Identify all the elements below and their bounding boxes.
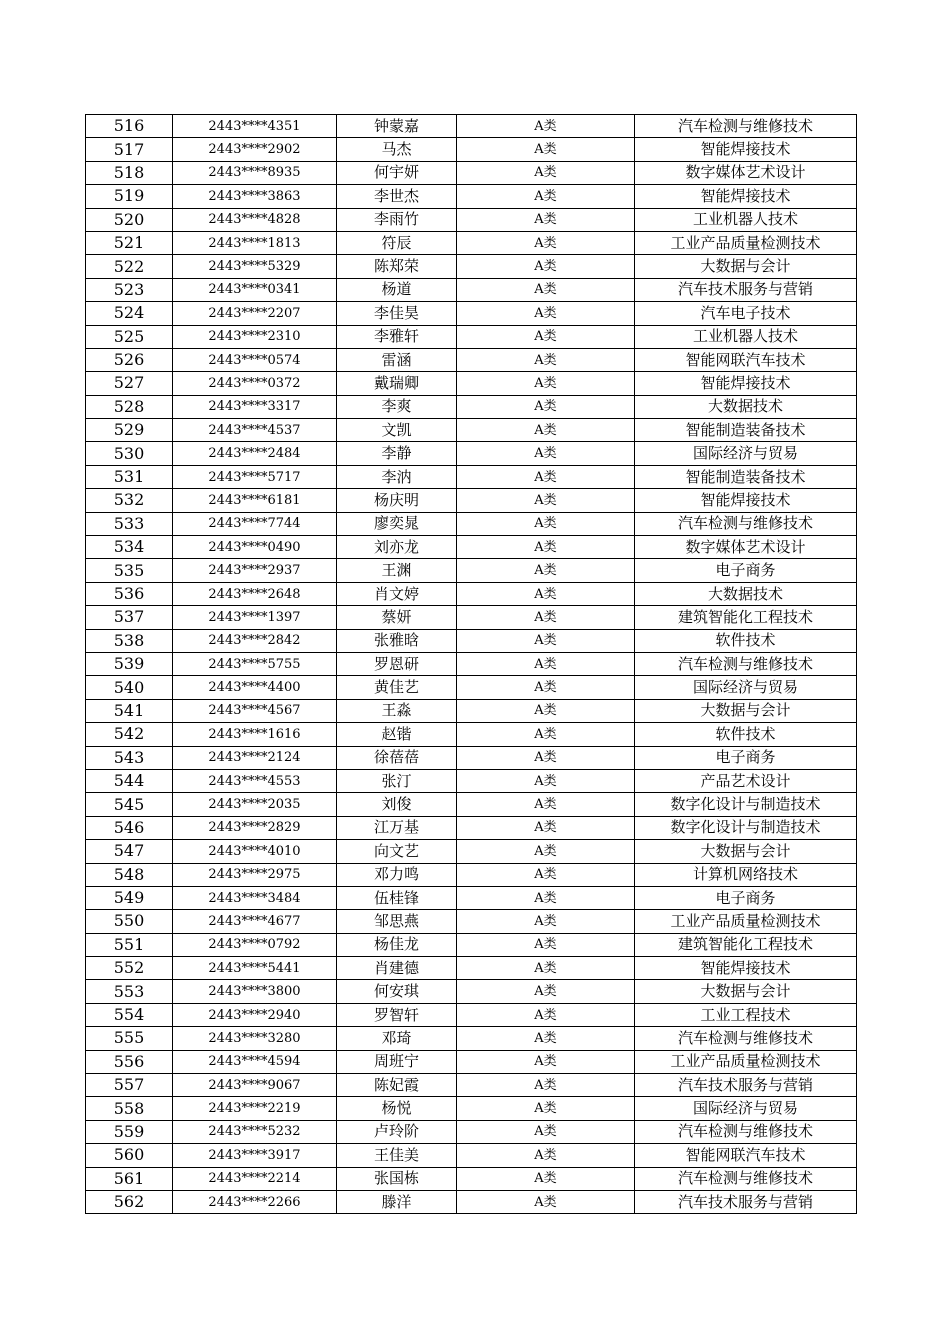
major-cell: 汽车电子技术 bbox=[635, 302, 857, 325]
row-number-cell: 535 bbox=[86, 559, 173, 582]
category-cell: A类 bbox=[457, 957, 635, 980]
category-cell: A类 bbox=[457, 652, 635, 675]
major-cell: 智能焊接技术 bbox=[635, 489, 857, 512]
row-number-cell: 520 bbox=[86, 208, 173, 231]
category-cell: A类 bbox=[457, 325, 635, 348]
student-name-cell: 肖建德 bbox=[337, 957, 457, 980]
candidate-id-cell: 2443****0574 bbox=[173, 348, 337, 371]
category-cell: A类 bbox=[457, 980, 635, 1003]
admission-list-table bbox=[85, 114, 857, 1214]
table-row bbox=[86, 208, 857, 231]
row-number-cell: 543 bbox=[86, 746, 173, 769]
category-cell: A类 bbox=[457, 1097, 635, 1120]
candidate-id-cell: 2443****9067 bbox=[173, 1074, 337, 1097]
major-cell: 大数据技术 bbox=[635, 582, 857, 605]
category-cell: A类 bbox=[457, 395, 635, 418]
major-cell: 汽车技术服务与营销 bbox=[635, 278, 857, 301]
student-name-cell: 杨道 bbox=[337, 278, 457, 301]
major-cell: 大数据与会计 bbox=[635, 840, 857, 863]
row-number-cell: 523 bbox=[86, 278, 173, 301]
major-cell: 汽车检测与维修技术 bbox=[635, 1027, 857, 1050]
student-name-cell: 周班宁 bbox=[337, 1050, 457, 1073]
category-cell: A类 bbox=[457, 489, 635, 512]
category-cell: A类 bbox=[457, 910, 635, 933]
major-cell: 大数据与会计 bbox=[635, 980, 857, 1003]
table-row bbox=[86, 512, 857, 535]
candidate-id-cell: 2443****1616 bbox=[173, 723, 337, 746]
row-number-cell: 527 bbox=[86, 372, 173, 395]
table-row bbox=[86, 980, 857, 1003]
candidate-id-cell: 2443****1813 bbox=[173, 231, 337, 254]
candidate-id-cell: 2443****2484 bbox=[173, 442, 337, 465]
candidate-id-cell: 2443****2937 bbox=[173, 559, 337, 582]
row-number-cell: 546 bbox=[86, 816, 173, 839]
student-name-cell: 张国栋 bbox=[337, 1167, 457, 1190]
row-number-cell: 550 bbox=[86, 910, 173, 933]
student-name-cell: 江万基 bbox=[337, 816, 457, 839]
row-number-cell: 561 bbox=[86, 1167, 173, 1190]
category-cell: A类 bbox=[457, 676, 635, 699]
student-name-cell: 陈妃霞 bbox=[337, 1074, 457, 1097]
category-cell: A类 bbox=[457, 606, 635, 629]
major-cell: 智能网联汽车技术 bbox=[635, 348, 857, 371]
table-row bbox=[86, 840, 857, 863]
candidate-id-cell: 2443****2214 bbox=[173, 1167, 337, 1190]
student-name-cell: 何安琪 bbox=[337, 980, 457, 1003]
table-row bbox=[86, 325, 857, 348]
row-number-cell: 555 bbox=[86, 1027, 173, 1050]
table-row bbox=[86, 886, 857, 909]
student-name-cell: 徐蓓蓓 bbox=[337, 746, 457, 769]
student-name-cell: 李佳昊 bbox=[337, 302, 457, 325]
candidate-id-cell: 2443****4010 bbox=[173, 840, 337, 863]
category-cell: A类 bbox=[457, 886, 635, 909]
major-cell: 汽车检测与维修技术 bbox=[635, 115, 857, 138]
major-cell: 国际经济与贸易 bbox=[635, 676, 857, 699]
category-cell: A类 bbox=[457, 1167, 635, 1190]
category-cell: A类 bbox=[457, 863, 635, 886]
table-row bbox=[86, 699, 857, 722]
table-row bbox=[86, 442, 857, 465]
major-cell: 国际经济与贸易 bbox=[635, 442, 857, 465]
category-cell: A类 bbox=[457, 769, 635, 792]
major-cell: 电子商务 bbox=[635, 886, 857, 909]
row-number-cell: 542 bbox=[86, 723, 173, 746]
major-cell: 计算机网络技术 bbox=[635, 863, 857, 886]
student-name-cell: 杨庆明 bbox=[337, 489, 457, 512]
student-name-cell: 文凯 bbox=[337, 419, 457, 442]
student-name-cell: 廖奕晁 bbox=[337, 512, 457, 535]
table-row bbox=[86, 746, 857, 769]
table-row bbox=[86, 489, 857, 512]
candidate-id-cell: 2443****4351 bbox=[173, 115, 337, 138]
table-row bbox=[86, 138, 857, 161]
table-row bbox=[86, 769, 857, 792]
row-number-cell: 521 bbox=[86, 231, 173, 254]
major-cell: 工业机器人技术 bbox=[635, 208, 857, 231]
candidate-id-cell: 2443****0372 bbox=[173, 372, 337, 395]
row-number-cell: 519 bbox=[86, 185, 173, 208]
table-row bbox=[86, 1074, 857, 1097]
candidate-id-cell: 2443****2829 bbox=[173, 816, 337, 839]
student-name-cell: 杨悦 bbox=[337, 1097, 457, 1120]
row-number-cell: 528 bbox=[86, 395, 173, 418]
table-row bbox=[86, 1120, 857, 1143]
candidate-id-cell: 2443****8935 bbox=[173, 161, 337, 184]
student-name-cell: 卢玲阶 bbox=[337, 1120, 457, 1143]
table-row bbox=[86, 1144, 857, 1167]
student-name-cell: 刘亦龙 bbox=[337, 536, 457, 559]
table-row bbox=[86, 1097, 857, 1120]
row-number-cell: 559 bbox=[86, 1120, 173, 1143]
table-body bbox=[86, 115, 857, 1214]
major-cell: 数字媒体艺术设计 bbox=[635, 161, 857, 184]
major-cell: 智能制造装备技术 bbox=[635, 465, 857, 488]
table-row bbox=[86, 419, 857, 442]
table-row bbox=[86, 793, 857, 816]
table-row bbox=[86, 816, 857, 839]
category-cell: A类 bbox=[457, 1074, 635, 1097]
candidate-id-cell: 2443****3317 bbox=[173, 395, 337, 418]
student-name-cell: 张汀 bbox=[337, 769, 457, 792]
candidate-id-cell: 2443****5755 bbox=[173, 652, 337, 675]
category-cell: A类 bbox=[457, 278, 635, 301]
major-cell: 数字化设计与制造技术 bbox=[635, 793, 857, 816]
major-cell: 工业产品质量检测技术 bbox=[635, 910, 857, 933]
table-row bbox=[86, 957, 857, 980]
row-number-cell: 557 bbox=[86, 1074, 173, 1097]
row-number-cell: 531 bbox=[86, 465, 173, 488]
student-name-cell: 李雨竹 bbox=[337, 208, 457, 231]
student-name-cell: 罗恩研 bbox=[337, 652, 457, 675]
student-name-cell: 蔡妍 bbox=[337, 606, 457, 629]
major-cell: 工业机器人技术 bbox=[635, 325, 857, 348]
table-row bbox=[86, 278, 857, 301]
row-number-cell: 560 bbox=[86, 1144, 173, 1167]
table-row bbox=[86, 652, 857, 675]
candidate-id-cell: 2443****3280 bbox=[173, 1027, 337, 1050]
major-cell: 软件技术 bbox=[635, 723, 857, 746]
candidate-id-cell: 2443****2207 bbox=[173, 302, 337, 325]
table-row bbox=[86, 255, 857, 278]
student-name-cell: 张雅晗 bbox=[337, 629, 457, 652]
table-row bbox=[86, 372, 857, 395]
table-row bbox=[86, 723, 857, 746]
student-name-cell: 戴瑞卿 bbox=[337, 372, 457, 395]
candidate-id-cell: 2443****4828 bbox=[173, 208, 337, 231]
student-name-cell: 邓琦 bbox=[337, 1027, 457, 1050]
major-cell: 汽车检测与维修技术 bbox=[635, 512, 857, 535]
major-cell: 智能制造装备技术 bbox=[635, 419, 857, 442]
category-cell: A类 bbox=[457, 138, 635, 161]
category-cell: A类 bbox=[457, 746, 635, 769]
row-number-cell: 544 bbox=[86, 769, 173, 792]
candidate-id-cell: 2443****5232 bbox=[173, 1120, 337, 1143]
candidate-id-cell: 2443****3800 bbox=[173, 980, 337, 1003]
student-name-cell: 赵锴 bbox=[337, 723, 457, 746]
student-name-cell: 马杰 bbox=[337, 138, 457, 161]
table-row bbox=[86, 676, 857, 699]
major-cell: 智能焊接技术 bbox=[635, 185, 857, 208]
student-name-cell: 钟蒙嘉 bbox=[337, 115, 457, 138]
student-name-cell: 符辰 bbox=[337, 231, 457, 254]
major-cell: 汽车检测与维修技术 bbox=[635, 652, 857, 675]
candidate-id-cell: 2443****4594 bbox=[173, 1050, 337, 1073]
category-cell: A类 bbox=[457, 512, 635, 535]
table-row bbox=[86, 1167, 857, 1190]
major-cell: 汽车技术服务与营销 bbox=[635, 1190, 857, 1213]
candidate-id-cell: 2443****3917 bbox=[173, 1144, 337, 1167]
row-number-cell: 533 bbox=[86, 512, 173, 535]
category-cell: A类 bbox=[457, 582, 635, 605]
student-name-cell: 罗智轩 bbox=[337, 1003, 457, 1026]
major-cell: 软件技术 bbox=[635, 629, 857, 652]
major-cell: 工业产品质量检测技术 bbox=[635, 1050, 857, 1073]
category-cell: A类 bbox=[457, 536, 635, 559]
category-cell: A类 bbox=[457, 115, 635, 138]
row-number-cell: 526 bbox=[86, 348, 173, 371]
candidate-id-cell: 2443****2648 bbox=[173, 582, 337, 605]
table-row bbox=[86, 606, 857, 629]
major-cell: 数字媒体艺术设计 bbox=[635, 536, 857, 559]
category-cell: A类 bbox=[457, 161, 635, 184]
student-name-cell: 滕洋 bbox=[337, 1190, 457, 1213]
candidate-id-cell: 2443****3484 bbox=[173, 886, 337, 909]
category-cell: A类 bbox=[457, 185, 635, 208]
category-cell: A类 bbox=[457, 793, 635, 816]
major-cell: 产品艺术设计 bbox=[635, 769, 857, 792]
student-name-cell: 李静 bbox=[337, 442, 457, 465]
table-row bbox=[86, 1027, 857, 1050]
row-number-cell: 551 bbox=[86, 933, 173, 956]
row-number-cell: 538 bbox=[86, 629, 173, 652]
category-cell: A类 bbox=[457, 1120, 635, 1143]
category-cell: A类 bbox=[457, 465, 635, 488]
row-number-cell: 547 bbox=[86, 840, 173, 863]
table-row bbox=[86, 348, 857, 371]
table-row bbox=[86, 1190, 857, 1213]
candidate-id-cell: 2443****5717 bbox=[173, 465, 337, 488]
row-number-cell: 529 bbox=[86, 419, 173, 442]
student-name-cell: 刘俊 bbox=[337, 793, 457, 816]
table-row bbox=[86, 910, 857, 933]
major-cell: 汽车检测与维修技术 bbox=[635, 1167, 857, 1190]
category-cell: A类 bbox=[457, 1144, 635, 1167]
category-cell: A类 bbox=[457, 348, 635, 371]
student-name-cell: 杨佳龙 bbox=[337, 933, 457, 956]
row-number-cell: 554 bbox=[86, 1003, 173, 1026]
candidate-id-cell: 2443****2124 bbox=[173, 746, 337, 769]
candidate-id-cell: 2443****5329 bbox=[173, 255, 337, 278]
major-cell: 电子商务 bbox=[635, 559, 857, 582]
major-cell: 数字化设计与制造技术 bbox=[635, 816, 857, 839]
candidate-id-cell: 2443****2842 bbox=[173, 629, 337, 652]
student-name-cell: 肖文婷 bbox=[337, 582, 457, 605]
table-row bbox=[86, 185, 857, 208]
category-cell: A类 bbox=[457, 723, 635, 746]
row-number-cell: 562 bbox=[86, 1190, 173, 1213]
major-cell: 建筑智能化工程技术 bbox=[635, 606, 857, 629]
candidate-id-cell: 2443****4553 bbox=[173, 769, 337, 792]
candidate-id-cell: 2443****2975 bbox=[173, 863, 337, 886]
row-number-cell: 516 bbox=[86, 115, 173, 138]
category-cell: A类 bbox=[457, 840, 635, 863]
candidate-id-cell: 2443****3863 bbox=[173, 185, 337, 208]
major-cell: 汽车检测与维修技术 bbox=[635, 1120, 857, 1143]
table-row bbox=[86, 863, 857, 886]
candidate-id-cell: 2443****4677 bbox=[173, 910, 337, 933]
student-name-cell: 王佳美 bbox=[337, 1144, 457, 1167]
major-cell: 大数据与会计 bbox=[635, 255, 857, 278]
row-number-cell: 540 bbox=[86, 676, 173, 699]
student-name-cell: 李汭 bbox=[337, 465, 457, 488]
student-name-cell: 邹思燕 bbox=[337, 910, 457, 933]
category-cell: A类 bbox=[457, 255, 635, 278]
major-cell: 大数据技术 bbox=[635, 395, 857, 418]
table-row bbox=[86, 395, 857, 418]
category-cell: A类 bbox=[457, 302, 635, 325]
candidate-id-cell: 2443****4537 bbox=[173, 419, 337, 442]
candidate-id-cell: 2443****1397 bbox=[173, 606, 337, 629]
student-name-cell: 陈郑荣 bbox=[337, 255, 457, 278]
row-number-cell: 537 bbox=[86, 606, 173, 629]
major-cell: 建筑智能化工程技术 bbox=[635, 933, 857, 956]
major-cell: 智能焊接技术 bbox=[635, 957, 857, 980]
candidate-id-cell: 2443****5441 bbox=[173, 957, 337, 980]
major-cell: 国际经济与贸易 bbox=[635, 1097, 857, 1120]
student-name-cell: 李雅轩 bbox=[337, 325, 457, 348]
student-name-cell: 李世杰 bbox=[337, 185, 457, 208]
category-cell: A类 bbox=[457, 816, 635, 839]
row-number-cell: 517 bbox=[86, 138, 173, 161]
row-number-cell: 530 bbox=[86, 442, 173, 465]
candidate-id-cell: 2443****7744 bbox=[173, 512, 337, 535]
candidate-id-cell: 2443****2310 bbox=[173, 325, 337, 348]
candidate-id-cell: 2443****2902 bbox=[173, 138, 337, 161]
row-number-cell: 518 bbox=[86, 161, 173, 184]
major-cell: 智能网联汽车技术 bbox=[635, 1144, 857, 1167]
table-row bbox=[86, 933, 857, 956]
category-cell: A类 bbox=[457, 1050, 635, 1073]
row-number-cell: 539 bbox=[86, 652, 173, 675]
student-name-cell: 向文艺 bbox=[337, 840, 457, 863]
student-name-cell: 邓力鸣 bbox=[337, 863, 457, 886]
category-cell: A类 bbox=[457, 208, 635, 231]
student-name-cell: 王渊 bbox=[337, 559, 457, 582]
table-row bbox=[86, 559, 857, 582]
table-row bbox=[86, 161, 857, 184]
major-cell: 大数据与会计 bbox=[635, 699, 857, 722]
category-cell: A类 bbox=[457, 419, 635, 442]
row-number-cell: 545 bbox=[86, 793, 173, 816]
row-number-cell: 536 bbox=[86, 582, 173, 605]
student-name-cell: 雷涵 bbox=[337, 348, 457, 371]
table-row bbox=[86, 465, 857, 488]
candidate-id-cell: 2443****2219 bbox=[173, 1097, 337, 1120]
major-cell: 汽车技术服务与营销 bbox=[635, 1074, 857, 1097]
category-cell: A类 bbox=[457, 1003, 635, 1026]
candidate-id-cell: 2443****0341 bbox=[173, 278, 337, 301]
table-row bbox=[86, 302, 857, 325]
category-cell: A类 bbox=[457, 442, 635, 465]
student-name-cell: 何宇妍 bbox=[337, 161, 457, 184]
table-row bbox=[86, 582, 857, 605]
category-cell: A类 bbox=[457, 1190, 635, 1213]
student-name-cell: 伍桂锋 bbox=[337, 886, 457, 909]
student-name-cell: 黄佳艺 bbox=[337, 676, 457, 699]
row-number-cell: 549 bbox=[86, 886, 173, 909]
category-cell: A类 bbox=[457, 1027, 635, 1050]
row-number-cell: 532 bbox=[86, 489, 173, 512]
category-cell: A类 bbox=[457, 629, 635, 652]
candidate-id-cell: 2443****2266 bbox=[173, 1190, 337, 1213]
category-cell: A类 bbox=[457, 372, 635, 395]
student-name-cell: 王淼 bbox=[337, 699, 457, 722]
major-cell: 智能焊接技术 bbox=[635, 372, 857, 395]
candidate-id-cell: 2443****2035 bbox=[173, 793, 337, 816]
category-cell: A类 bbox=[457, 933, 635, 956]
table-row bbox=[86, 1003, 857, 1026]
major-cell: 电子商务 bbox=[635, 746, 857, 769]
row-number-cell: 524 bbox=[86, 302, 173, 325]
row-number-cell: 541 bbox=[86, 699, 173, 722]
row-number-cell: 553 bbox=[86, 980, 173, 1003]
candidate-id-cell: 2443****4400 bbox=[173, 676, 337, 699]
major-cell: 工业产品质量检测技术 bbox=[635, 231, 857, 254]
table-row bbox=[86, 115, 857, 138]
student-name-cell: 李爽 bbox=[337, 395, 457, 418]
table-row bbox=[86, 536, 857, 559]
category-cell: A类 bbox=[457, 559, 635, 582]
row-number-cell: 534 bbox=[86, 536, 173, 559]
candidate-id-cell: 2443****0490 bbox=[173, 536, 337, 559]
category-cell: A类 bbox=[457, 231, 635, 254]
table-row bbox=[86, 1050, 857, 1073]
candidate-id-cell: 2443****2940 bbox=[173, 1003, 337, 1026]
row-number-cell: 556 bbox=[86, 1050, 173, 1073]
row-number-cell: 522 bbox=[86, 255, 173, 278]
table-row bbox=[86, 629, 857, 652]
category-cell: A类 bbox=[457, 699, 635, 722]
row-number-cell: 558 bbox=[86, 1097, 173, 1120]
major-cell: 智能焊接技术 bbox=[635, 138, 857, 161]
row-number-cell: 525 bbox=[86, 325, 173, 348]
candidate-id-cell: 2443****6181 bbox=[173, 489, 337, 512]
table-row bbox=[86, 231, 857, 254]
row-number-cell: 552 bbox=[86, 957, 173, 980]
row-number-cell: 548 bbox=[86, 863, 173, 886]
candidate-id-cell: 2443****4567 bbox=[173, 699, 337, 722]
major-cell: 工业工程技术 bbox=[635, 1003, 857, 1026]
candidate-id-cell: 2443****0792 bbox=[173, 933, 337, 956]
